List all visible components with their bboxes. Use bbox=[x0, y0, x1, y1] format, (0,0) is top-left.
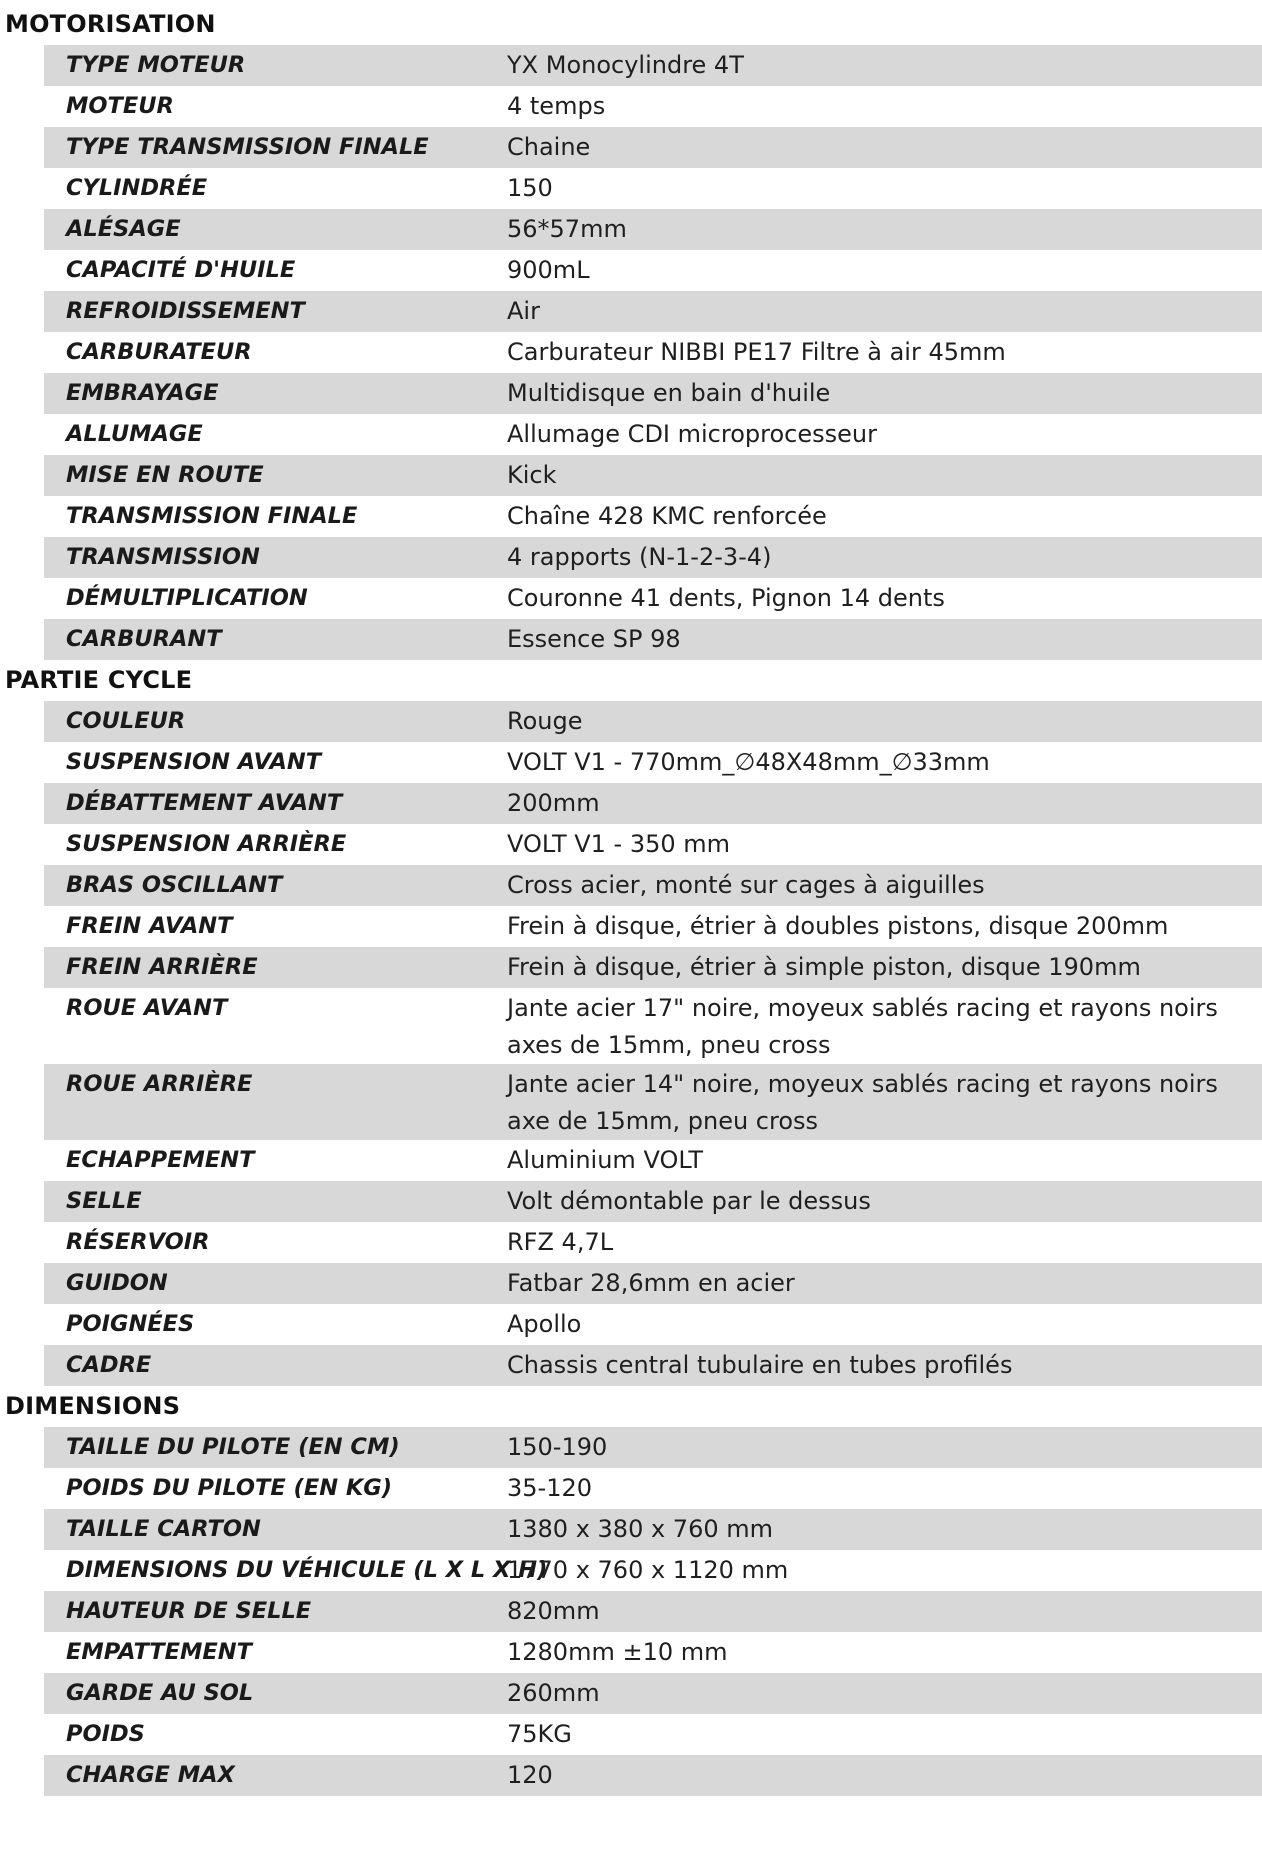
spec-row bbox=[44, 947, 1262, 988]
section-title-dimensions: DIMENSIONS bbox=[5, 1392, 181, 1420]
spec-value: Allumage CDI microprocesseur bbox=[507, 420, 877, 448]
spec-row bbox=[44, 619, 1262, 660]
spec-value: 56*57mm bbox=[507, 215, 627, 243]
spec-value: 35-120 bbox=[507, 1474, 593, 1502]
spec-row bbox=[44, 1263, 1262, 1304]
spec-row bbox=[44, 209, 1262, 250]
spec-value: Frein à disque, étrier à doubles pistons, disque 200mm bbox=[507, 912, 1169, 940]
spec-row bbox=[44, 742, 1262, 783]
spec-row bbox=[44, 168, 1262, 209]
spec-row bbox=[44, 701, 1262, 742]
spec-row bbox=[44, 906, 1262, 947]
spec-row bbox=[44, 865, 1262, 906]
spec-value: 1770 x 760 x 1120 mm bbox=[507, 1556, 789, 1584]
spec-value: Jante acier 14" noire, moyeux sablés racing et rayons noirs axe de 15mm, pneu cross bbox=[507, 1070, 1218, 1135]
spec-value: Apollo bbox=[507, 1310, 582, 1338]
spec-label: POIDS bbox=[66, 1721, 145, 1747]
spec-label: ALLUMAGE bbox=[66, 421, 203, 447]
spec-label: FREIN AVANT bbox=[66, 913, 233, 939]
spec-row bbox=[44, 1345, 1262, 1386]
spec-value: 200mm bbox=[507, 789, 600, 817]
spec-value: 120 bbox=[507, 1761, 553, 1789]
spec-value: Rouge bbox=[507, 707, 583, 735]
spec-row bbox=[44, 1140, 1262, 1181]
spec-label: TAILLE CARTON bbox=[66, 1516, 261, 1542]
spec-row bbox=[44, 291, 1262, 332]
section-title-motorisation: MOTORISATION bbox=[5, 10, 216, 38]
spec-label: POIGNÉES bbox=[66, 1311, 195, 1337]
spec-row bbox=[44, 127, 1262, 168]
spec-value: 1380 x 380 x 760 mm bbox=[507, 1515, 774, 1543]
spec-label: SELLE bbox=[66, 1188, 142, 1214]
spec-row bbox=[44, 250, 1262, 291]
spec-label: EMPATTEMENT bbox=[66, 1639, 252, 1665]
spec-label: TAILLE DU PILOTE (EN CM) bbox=[66, 1434, 400, 1460]
spec-row bbox=[44, 332, 1262, 373]
spec-value: YX Monocylindre 4T bbox=[507, 51, 744, 79]
spec-label: MOTEUR bbox=[66, 93, 174, 119]
spec-row bbox=[44, 988, 1262, 1064]
spec-value: Volt démontable par le dessus bbox=[507, 1187, 871, 1215]
spec-value: Frein à disque, étrier à simple piston, disque 190mm bbox=[507, 953, 1141, 981]
spec-label: CARBURANT bbox=[66, 626, 222, 652]
spec-label: EMBRAYAGE bbox=[66, 380, 219, 406]
spec-table-partie-cycle bbox=[44, 701, 1262, 1386]
spec-label: CYLINDRÉE bbox=[66, 175, 208, 201]
spec-value: Chaîne 428 KMC renforcée bbox=[507, 502, 827, 530]
spec-table-dimensions bbox=[44, 1427, 1262, 1796]
spec-label: BRAS OSCILLANT bbox=[66, 872, 283, 898]
spec-value: 4 rapports (N-1-2-3-4) bbox=[507, 543, 772, 571]
spec-row bbox=[44, 1468, 1262, 1509]
spec-row bbox=[44, 1550, 1262, 1591]
spec-row bbox=[44, 496, 1262, 537]
spec-label: TYPE MOTEUR bbox=[66, 52, 246, 78]
spec-row bbox=[44, 578, 1262, 619]
spec-row bbox=[44, 1509, 1262, 1550]
spec-value: VOLT V1 - 770mm_∅48X48mm_∅33mm bbox=[507, 748, 990, 776]
spec-row bbox=[44, 1427, 1262, 1468]
spec-value: 1280mm ±10 mm bbox=[507, 1638, 728, 1666]
spec-row bbox=[44, 783, 1262, 824]
spec-value: 150-190 bbox=[507, 1433, 608, 1461]
spec-label: CHARGE MAX bbox=[66, 1762, 235, 1788]
spec-row bbox=[44, 537, 1262, 578]
spec-label: SUSPENSION ARRIÈRE bbox=[66, 831, 347, 857]
spec-value: Fatbar 28,6mm en acier bbox=[507, 1269, 795, 1297]
spec-row bbox=[44, 45, 1262, 86]
spec-value: Cross acier, monté sur cages à aiguilles bbox=[507, 871, 985, 899]
spec-row bbox=[44, 455, 1262, 496]
spec-row bbox=[44, 1304, 1262, 1345]
spec-label: DÉBATTEMENT AVANT bbox=[66, 790, 343, 816]
spec-row bbox=[44, 1714, 1262, 1755]
spec-label: CADRE bbox=[66, 1352, 152, 1378]
spec-row bbox=[44, 86, 1262, 127]
spec-label: FREIN ARRIÈRE bbox=[66, 954, 258, 980]
spec-label: HAUTEUR DE SELLE bbox=[66, 1598, 312, 1624]
spec-row bbox=[44, 824, 1262, 865]
spec-row bbox=[44, 1632, 1262, 1673]
spec-label: TRANSMISSION FINALE bbox=[66, 503, 358, 529]
spec-row bbox=[44, 1591, 1262, 1632]
spec-value: 4 temps bbox=[507, 92, 606, 120]
spec-label: RÉSERVOIR bbox=[66, 1229, 210, 1255]
spec-label: POIDS DU PILOTE (EN KG) bbox=[66, 1475, 393, 1501]
spec-label: CAPACITÉ D'HUILE bbox=[66, 257, 296, 283]
spec-row bbox=[44, 373, 1262, 414]
spec-label: DIMENSIONS DU VÉHICULE (L X L X H) bbox=[66, 1557, 548, 1583]
spec-value: Air bbox=[507, 297, 540, 325]
spec-value: Aluminium VOLT bbox=[507, 1146, 704, 1174]
spec-row bbox=[44, 1755, 1262, 1796]
spec-value: 820mm bbox=[507, 1597, 600, 1625]
spec-value: Chaine bbox=[507, 133, 591, 161]
spec-label: COULEUR bbox=[66, 708, 186, 734]
spec-row bbox=[44, 1222, 1262, 1263]
spec-table-motorisation bbox=[44, 45, 1262, 660]
spec-value: Chassis central tubulaire en tubes profilés bbox=[507, 1351, 1013, 1379]
spec-label: ALÉSAGE bbox=[66, 216, 181, 242]
spec-label: ROUE ARRIÈRE bbox=[66, 1071, 253, 1097]
spec-label: ROUE AVANT bbox=[66, 995, 228, 1021]
spec-value: Essence SP 98 bbox=[507, 625, 681, 653]
spec-value: 150 bbox=[507, 174, 553, 202]
spec-label: GARDE AU SOL bbox=[66, 1680, 254, 1706]
spec-value: 900mL bbox=[507, 256, 590, 284]
spec-value: Jante acier 17" noire, moyeux sablés racing et rayons noirs axes de 15mm, pneu cross bbox=[507, 994, 1218, 1059]
spec-label: DÉMULTIPLICATION bbox=[66, 585, 308, 611]
spec-label: REFROIDISSEMENT bbox=[66, 298, 305, 324]
spec-value: Kick bbox=[507, 461, 557, 489]
spec-value: Multidisque en bain d'huile bbox=[507, 379, 831, 407]
spec-row bbox=[44, 1181, 1262, 1222]
spec-label: MISE EN ROUTE bbox=[66, 462, 264, 488]
spec-label: SUSPENSION AVANT bbox=[66, 749, 322, 775]
spec-value: 75KG bbox=[507, 1720, 572, 1748]
spec-value: RFZ 4,7L bbox=[507, 1228, 614, 1256]
spec-value: VOLT V1 - 350 mm bbox=[507, 830, 731, 858]
spec-label: TYPE TRANSMISSION FINALE bbox=[66, 134, 429, 160]
section-title-partie-cycle: PARTIE CYCLE bbox=[5, 666, 193, 694]
spec-value: Carburateur NIBBI PE17 Filtre à air 45mm bbox=[507, 338, 1006, 366]
spec-row bbox=[44, 1064, 1262, 1140]
spec-label: ECHAPPEMENT bbox=[66, 1147, 255, 1173]
spec-row bbox=[44, 1673, 1262, 1714]
spec-value: Couronne 41 dents, Pignon 14 dents bbox=[507, 584, 945, 612]
spec-row bbox=[44, 414, 1262, 455]
spec-label: CARBURATEUR bbox=[66, 339, 252, 365]
spec-value: 260mm bbox=[507, 1679, 600, 1707]
spec-label: GUIDON bbox=[66, 1270, 168, 1296]
spec-label: TRANSMISSION bbox=[66, 544, 260, 570]
